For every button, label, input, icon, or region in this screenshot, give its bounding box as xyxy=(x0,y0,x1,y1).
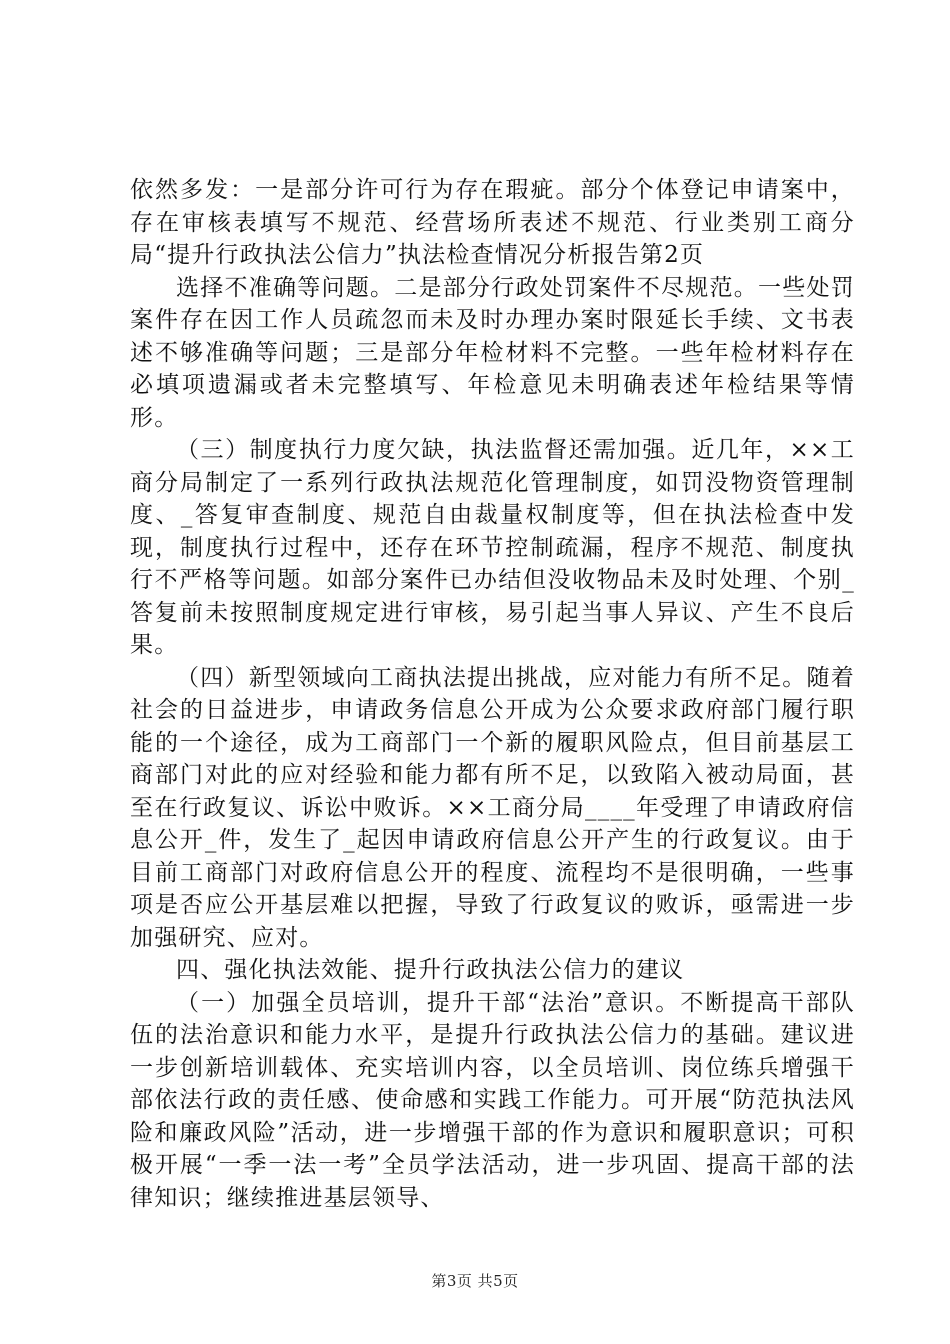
page-footer: 第3页 共5页 xyxy=(431,1272,519,1290)
document-body xyxy=(130,174,855,1214)
paragraph-problems: 选择不准确等问题。二是部分行政处罚案件不尽规范。一些处罚案件存在因工作人员疏忽而未及时办理办案时限延长手续、文书表述不够准确等问题；三是部分年检材料不完整。一些年检材料存在必填项遗漏或者未完整填写、年检意见未明确表述年检结果等情形。 xyxy=(130,274,855,431)
paragraph-section-3: （三）制度执行力度欠缺，执法监督还需加强。近几年，××工商分局制定了一系列行政执法规范化管理制度，如罚没物资管理制度、_答复审查制度、规范自由裁量权制度等，但在执法检查中发现，制度执行过程中，还存在环节控制疏漏，程序不规范、制度执行不严格等问题。如部分案件已办结但没收物品未及时处理、个别_答复前未按照制度规定进行审核，易引起当事人异议、产生不良后果。 xyxy=(130,437,855,658)
paragraph-continuation: 依然多发：一是部分许可行为存在瑕疵。部分个体登记申请案中，存在审核表填写不规范、经营场所表述不规范、行业类别工商分局“提升行政执法公信力”执法检查情况分析报告第2页 xyxy=(130,177,855,268)
section-heading-suggestions: 四、强化执法效能、提升行政执法公信力的建议 xyxy=(176,957,685,983)
paragraph-suggestion-1: （一）加强全员培训，提升干部“法治”意识。不断提高干部队伍的法治意识和能力水平，是提升行政执法公信力的基础。建议进一步创新培训载体、充实培训内容，以全员培训、岗位练兵增强干部依法行政的责任感、使命感和实践工作能力。可开展“防范执法风险和廉政风险”活动，进一步增强干部的作为意识和履职意识；可积极开展“一季一法一考”全员学法活动，进一步巩固、提高干部的法律知识；继续推进基层领导、 xyxy=(130,989,855,1211)
paragraph-section-4: （四）新型领域向工商执法提出挑战，应对能力有所不足。随着社会的日益进步，申请政务信息公开成为公众要求政府部门履行职能的一个途径，成为工商部门一个新的履职风险点，但目前基层工商部门对此的应对经验和能力都有所不足，以致陷入被动局面，甚至在行政复议、诉讼中败诉。××工商分局____年受理了申请政府信息公开_件，发生了_起因申请政府信息公开产生的行政复议。由于目前工商部门对政府信息公开的程度、流程均不是很明确，一些事项是否应公开基层难以把握，导致了行政复议的败诉，亟需进一步加强研究、应对。 xyxy=(130,664,855,951)
